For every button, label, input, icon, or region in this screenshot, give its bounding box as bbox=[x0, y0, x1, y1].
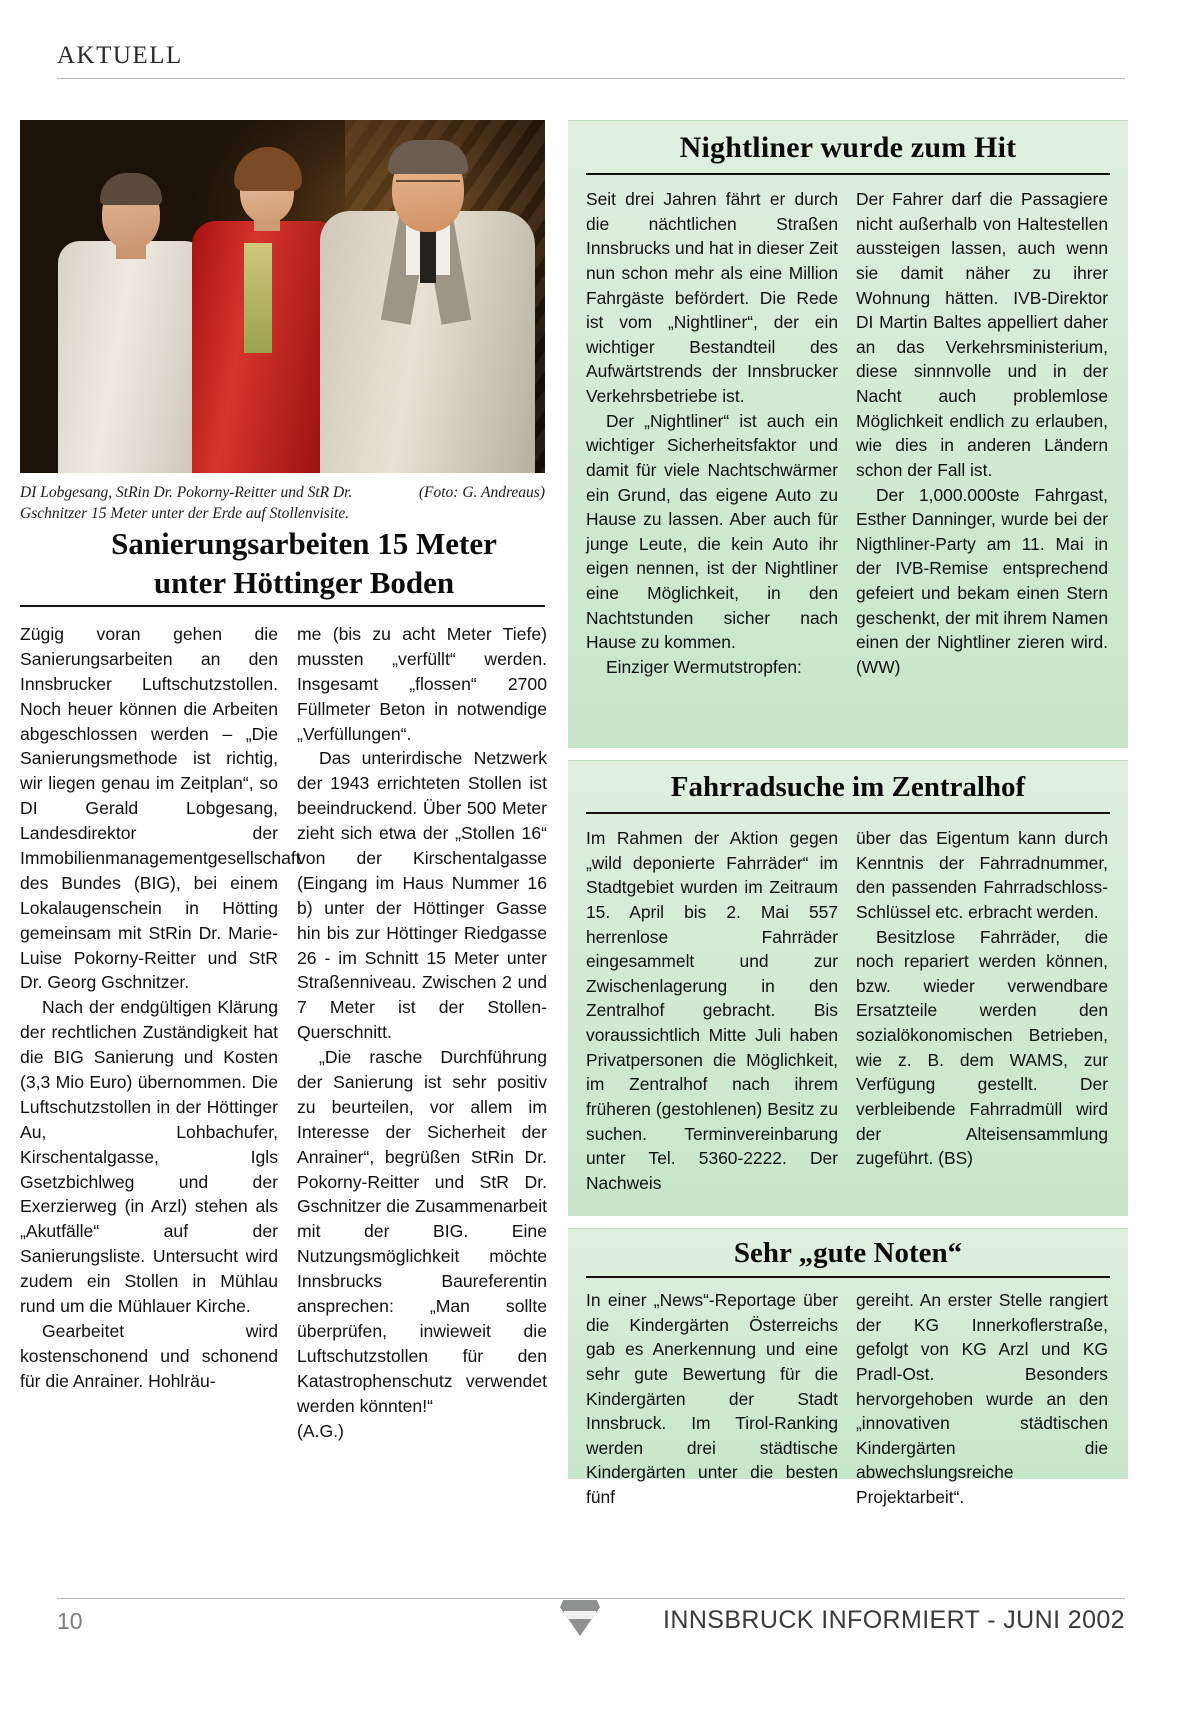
paragraph: Der „Nightliner“ ist auch ein wichtiger Sicherheitsfaktor und damit für viele Nachtschwärmer ein Grund, das eigene Auto zu Hause zu lassen. Aber auch für junge Leute, die kein Auto ihr eigen nennen, ist der Nightliner eine Möglichkeit, in den Nachtstunden sicher nach Hause zu kommen. bbox=[586, 410, 838, 653]
section-title: AKTUELL bbox=[57, 42, 183, 69]
panel-title: Fahrradsuche im Zentralhof bbox=[670, 771, 1026, 803]
article-headline bbox=[58, 525, 550, 603]
panel-column-left bbox=[586, 187, 838, 680]
paragraph: me (bis zu acht Meter Tiefe) mussten „verfüllt“ werden. Insgesamt „flossen“ 2700 Füllmeter Beton in notwendige „Verfüllungen“. bbox=[297, 624, 547, 744]
photo-credit: (Foto: G. Andreaus) bbox=[418, 484, 545, 501]
page-number: 10 bbox=[57, 1608, 83, 1634]
panel-column-left bbox=[586, 826, 838, 1195]
headline-divider bbox=[20, 605, 545, 607]
innsbruck-crest-icon bbox=[560, 1600, 604, 1640]
article-column-2 bbox=[297, 622, 547, 1443]
article-photo-block bbox=[20, 120, 545, 525]
footer-divider bbox=[57, 1598, 1125, 1599]
paragraph: Das unterirdische Netzwerk der 1943 errichteten Stollen ist beeindruckend. Über 500 Meter zieht sich etwa der „Stollen 16“ von der Kirschentalgasse (Eingang im Haus Nummer 16 b) unter der Höttinger Gasse hin bis zur Höttinger Riedgasse 26 - im Schnitt 15 Meter unter Straßenniveau. Zwischen 2 und 7 Meter ist der Stollen-Querschnitt. bbox=[297, 748, 547, 1043]
header-divider bbox=[57, 78, 1125, 79]
photo-caption bbox=[20, 483, 545, 525]
page-header bbox=[57, 42, 1125, 70]
photo-caption-text: DI Lobgesang, StRin Dr. Pokorny-Reitter und StR Dr. Gschnitzer 15 Meter unter der Erde auf Stollenvisite. bbox=[20, 484, 353, 522]
paragraph-byline: (A.G.) bbox=[297, 1420, 344, 1441]
paragraph: Zügig voran gehen die Sanierungsarbeiten an den Innsbrucker Luftschutzstollen. Noch heuer können die Arbeiten abgeschlossen werden – „Die Sanierungsmethode ist richtig, wir liegen genau im Zeitplan“, so DI Gerald Lobgesang, Landesdirektor der Immobilienmanagementgesellschaft des Bundes (BIG), bei einem Lokalaugenschein in Hötting gemeinsam mit StRin Dr. Marie-Luise Pokorny-Reitter und StR Dr. Georg Gschnitzer. bbox=[20, 624, 301, 993]
paragraph: Nach der endgültigen Klärung der rechtlichen Zuständigkeit hat die BIG Sanierung und Kosten (3,3 Mio Euro) übernommen. Die Luftschutzstollen in der Höttinger Au, Lohbachufer, Kirschentalgasse, Igls Gsetzbichlweg und der Exerzierweg (in Arzl) stehen als „Akutfälle“ auf der Sanierungsliste. Untersucht wird zudem ein Stollen in Mühlau rund um die Mühlauer Kirche. bbox=[20, 997, 278, 1317]
photo-image bbox=[20, 120, 545, 473]
sidebar-article-fahrradsuche bbox=[568, 760, 1128, 1216]
panel-column-right bbox=[856, 1288, 1108, 1510]
sidebar-article-nightliner bbox=[568, 120, 1128, 748]
panel-title: Nightliner wurde zum Hit bbox=[679, 131, 1017, 164]
panel-column-right bbox=[856, 826, 1108, 1195]
panel-column-left bbox=[586, 1288, 838, 1510]
paragraph: Der Fahrer darf die Passagiere nicht außerhalb von Haltestellen aussteigen lassen, auch wenn sie damit näher zu ihrer Wohnung hätten. IVB-Direktor DI Martin Baltes appelliert daher an das Verkehrsministerium, diese sinnnvolle und in der Nacht auch problemlose Möglichkeit endlich zu erlauben, wie dies in anderen Ländern schon der Fall ist. bbox=[856, 189, 1108, 480]
article-headline-line1: Sanierungsarbeiten 15 Meter bbox=[111, 526, 497, 561]
article-column-1 bbox=[20, 622, 301, 1394]
panel-title: Sehr „gute Noten“ bbox=[733, 1237, 963, 1269]
sidebar-article-gute-noten bbox=[568, 1228, 1128, 1507]
paragraph: Besitzlose Fahrräder, die noch repariert werden können, bzw. wieder verwendbare Ersatzteile werden den sozialökonomischen Betrieben, wie z. B. dem WAMS, zur Verfügung gestellt. Der verbleibende Fahrradmüll wird der Alteisensammlung zugeführt. (BS) bbox=[856, 926, 1108, 1169]
panel-column-right bbox=[856, 187, 1108, 680]
paragraph: über das Eigentum kann durch Kenntnis der Fahrradnummer, den passenden Fahrradschloss-Schlüssel etc. erbracht werden. bbox=[856, 828, 1108, 922]
paragraph: „Die rasche Durchführung der Sanierung ist sehr positiv zu beurteilen, vor allem im Interesse der Sicherheit der Anrainer“, begrüßen StRin Dr. Pokorny-Reitter und StR Dr. Gschnitzer die Zusammenarbeit mit der BIG. Eine Nutzungsmöglichkeit möchte Innsbrucks Baureferentin ansprechen: „Man sollte überprüfen, inwieweit die Luftschutzstollen für den Katastrophenschutz verwendet werden könnten!“ bbox=[297, 1047, 547, 1416]
article-headline-line2: unter Höttinger Boden bbox=[153, 564, 455, 600]
paragraph: In einer „News“-Reportage über die Kindergärten Österreichs gab es Anerkennung und eine sehr gute Bewertung für die Kindergärten der Stadt Innsbruck. Im Tirol-Ranking werden drei städtische Kindergärten unter die besten fünf bbox=[586, 1290, 838, 1507]
paragraph: gereiht. An erster Stelle rangiert der KG Innerkoflerstraße, gefolgt von KG Arzl und KG Pradl-Ost. Besonders hervorgehoben wurde an den „innovativen städtischen Kindergärten die abwechslungsreiche Projektarbeit“. bbox=[856, 1290, 1108, 1507]
photo-person-left bbox=[58, 173, 210, 473]
paragraph: Seit drei Jahren fährt er durch die nächtlichen Straßen Innsbrucks und hat in dieser Zeit nun schon mehr als eine Million Fahrgäste befördert. Die Rede ist vom „Nightliner“, der ein wichtiger Bestandteil des Aufwärtstrends der Innsbrucker Verkehrsbetriebe ist. bbox=[586, 189, 838, 406]
paragraph: Der 1,000.000ste Fahrgast, Esther Danninger, wurde bei der Nigthliner-Party am 11. Mai in der IVB-Remise entsprechend gefeiert und bekam einen Stern geschenkt, der mit ihrem Namen einen der Nightliner zieren wird. (WW) bbox=[856, 484, 1108, 677]
paragraph: Im Rahmen der Aktion gegen „wild deponierte Fahrräder“ im Stadtgebiet wurden im Zeitraum 15. April bis 2. Mai 557 herrenlose Fahrräder eingesammelt und zur Zwischenlagerung in den Zentralhof gebracht. Bis voraussichtlich Mitte Juli haben Privatpersonen die Möglichkeit, im Zentralhof nach ihrem früheren (gestohlenen) Besitz zu suchen. Terminvereinbarung unter Tel. 5360-2222. Der Nachweis bbox=[586, 828, 838, 1193]
footer-publication: INNSBRUCK INFORMIERT - JUNI 2002 bbox=[663, 1606, 1125, 1634]
photo-person-right bbox=[320, 128, 535, 473]
paragraph: Gearbeitet wird kostenschonend und schonend für die Anrainer. Hohlräu- bbox=[20, 1320, 278, 1391]
paragraph: Einziger Wermutstropfen: bbox=[606, 656, 802, 677]
